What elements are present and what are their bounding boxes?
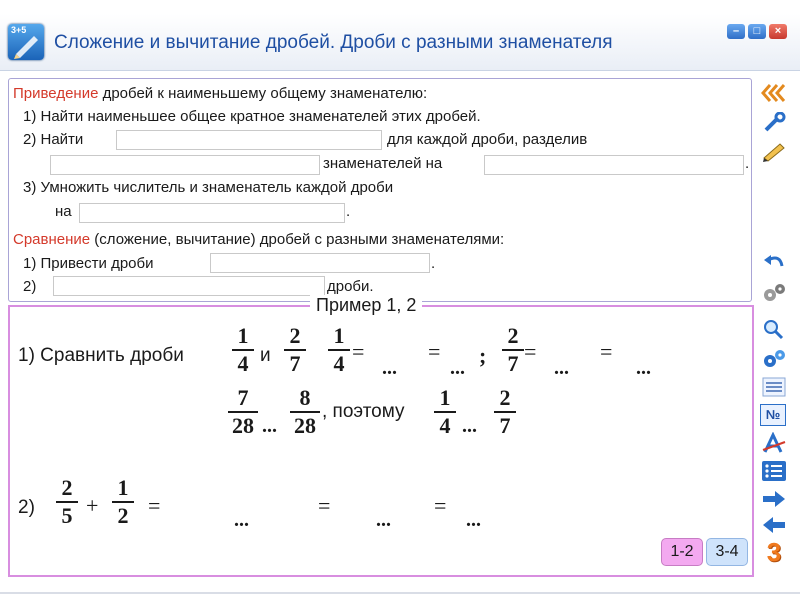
equals-sign: = xyxy=(600,339,613,364)
pencil-icon[interactable] xyxy=(760,140,788,162)
gears-icon[interactable] xyxy=(760,282,788,304)
minimize-button[interactable]: – xyxy=(727,24,745,39)
placeholder-dots[interactable]: ... xyxy=(450,357,465,379)
example-title: Пример 1, 2 xyxy=(310,295,422,316)
placeholder-dots[interactable]: ... xyxy=(382,357,397,379)
fraction-1-2: 1 2 xyxy=(112,477,134,527)
answer-field-2[interactable] xyxy=(50,155,320,175)
heading-comparison xyxy=(13,231,504,248)
equals-sign: = xyxy=(434,493,447,518)
step-2-text-2: знаменателей на xyxy=(323,155,443,172)
font-icon[interactable] xyxy=(760,432,788,454)
page-button-3-4[interactable]: 3-4 xyxy=(706,538,748,566)
bullet-list-icon[interactable] xyxy=(760,460,788,482)
heading-comparison-rest: (сложение, вычитание) дробей с разными знаменателями: xyxy=(90,231,505,248)
fraction-1-4: 1 4 xyxy=(232,325,254,375)
period: . xyxy=(745,155,750,172)
plus-sign: + xyxy=(86,493,99,518)
comparison-step-2-text: дроби. xyxy=(327,278,374,295)
and-word: и xyxy=(260,345,271,366)
step-3: 3) Умножить числитель и знаменатель каждой дроби xyxy=(23,179,394,196)
equals-sign: = xyxy=(524,339,537,364)
step-2-text: для каждой дроби, разделив xyxy=(387,131,588,148)
page-button-1-2[interactable]: 1-2 xyxy=(661,538,703,566)
placeholder-dots[interactable]: ... xyxy=(462,415,477,437)
app-icon-label: 3+5 xyxy=(11,25,27,35)
heading-comparison-red: Сравнение xyxy=(13,231,91,248)
fraction-2-7: 2 7 xyxy=(284,325,306,375)
answer-field-1[interactable] xyxy=(116,130,382,150)
answer-field-3[interactable] xyxy=(484,155,744,175)
placeholder-dots[interactable]: ... xyxy=(262,415,277,437)
period: . xyxy=(346,203,351,220)
fraction-2-5: 2 5 xyxy=(56,477,78,527)
period: . xyxy=(431,255,436,272)
placeholder-dots[interactable]: ... xyxy=(636,357,651,379)
placeholder-dots[interactable]: ... xyxy=(466,509,481,531)
therefore-text: , поэтому xyxy=(322,401,405,422)
answer-field-5[interactable] xyxy=(210,253,430,273)
heading-reduction-rest: дробей к наименьшему общему знаменателю: xyxy=(98,85,428,102)
fraction-1-4-c: 1 4 xyxy=(434,387,456,437)
equals-sign: = xyxy=(148,493,161,518)
example-panel xyxy=(8,295,754,577)
page-number: 3 xyxy=(766,537,782,567)
fraction-1-4-b: 1 4 xyxy=(328,325,350,375)
equals-sign: = xyxy=(428,339,441,364)
answer-field-6[interactable] xyxy=(53,276,325,296)
wrench-icon[interactable] xyxy=(760,112,788,134)
arrow-right-icon[interactable] xyxy=(760,488,788,510)
heading-reduction xyxy=(13,85,427,102)
comparison-step-1: 1) Привести дроби xyxy=(23,255,154,272)
theory-panel xyxy=(8,78,752,302)
fraction-8-28: 8 28 xyxy=(290,387,320,437)
answer-field-4[interactable] xyxy=(79,203,345,223)
step-3-na: на xyxy=(55,203,72,220)
arrow-left-icon[interactable] xyxy=(760,514,788,536)
comparison-step-2: 2) xyxy=(23,278,37,295)
semicolon: ; xyxy=(479,343,487,368)
window-title: Сложение и вычитание дробей. Дроби с разными знаменателя xyxy=(54,32,613,53)
close-button[interactable]: × xyxy=(769,24,787,39)
gears-blue-icon[interactable] xyxy=(760,348,788,370)
equals-sign: = xyxy=(352,339,365,364)
pencil-ruler-icon xyxy=(8,24,44,60)
placeholder-dots[interactable]: ... xyxy=(554,357,569,379)
example-2-label: 2) xyxy=(18,497,35,518)
magnifier-icon[interactable] xyxy=(760,318,788,340)
fraction-2-7-c: 2 7 xyxy=(494,387,516,437)
equals-sign: = xyxy=(318,493,331,518)
step-2-label: 2) Найти xyxy=(23,131,84,148)
placeholder-dots[interactable]: ... xyxy=(376,509,391,531)
maximize-button[interactable]: □ xyxy=(748,24,766,39)
undo-arrow-icon[interactable] xyxy=(760,252,788,274)
placeholder-dots[interactable]: ... xyxy=(234,509,249,531)
triple-chevron-left-icon[interactable] xyxy=(760,82,788,104)
app-icon xyxy=(8,24,44,60)
heading-reduction-red: Приведение xyxy=(13,85,99,102)
title-bar xyxy=(0,14,800,71)
list-icon[interactable] xyxy=(760,376,788,398)
fraction-7-28: 7 28 xyxy=(228,387,258,437)
bottom-divider xyxy=(0,592,800,594)
number-sign-label: № xyxy=(760,404,786,426)
example-1-label: 1) Сравнить дроби xyxy=(18,345,184,366)
number-sign-icon[interactable] xyxy=(760,404,788,426)
fraction-2-7-b: 2 7 xyxy=(502,325,524,375)
step-1: 1) Найти наименьшее общее кратное знаменателей этих дробей. xyxy=(23,108,481,125)
